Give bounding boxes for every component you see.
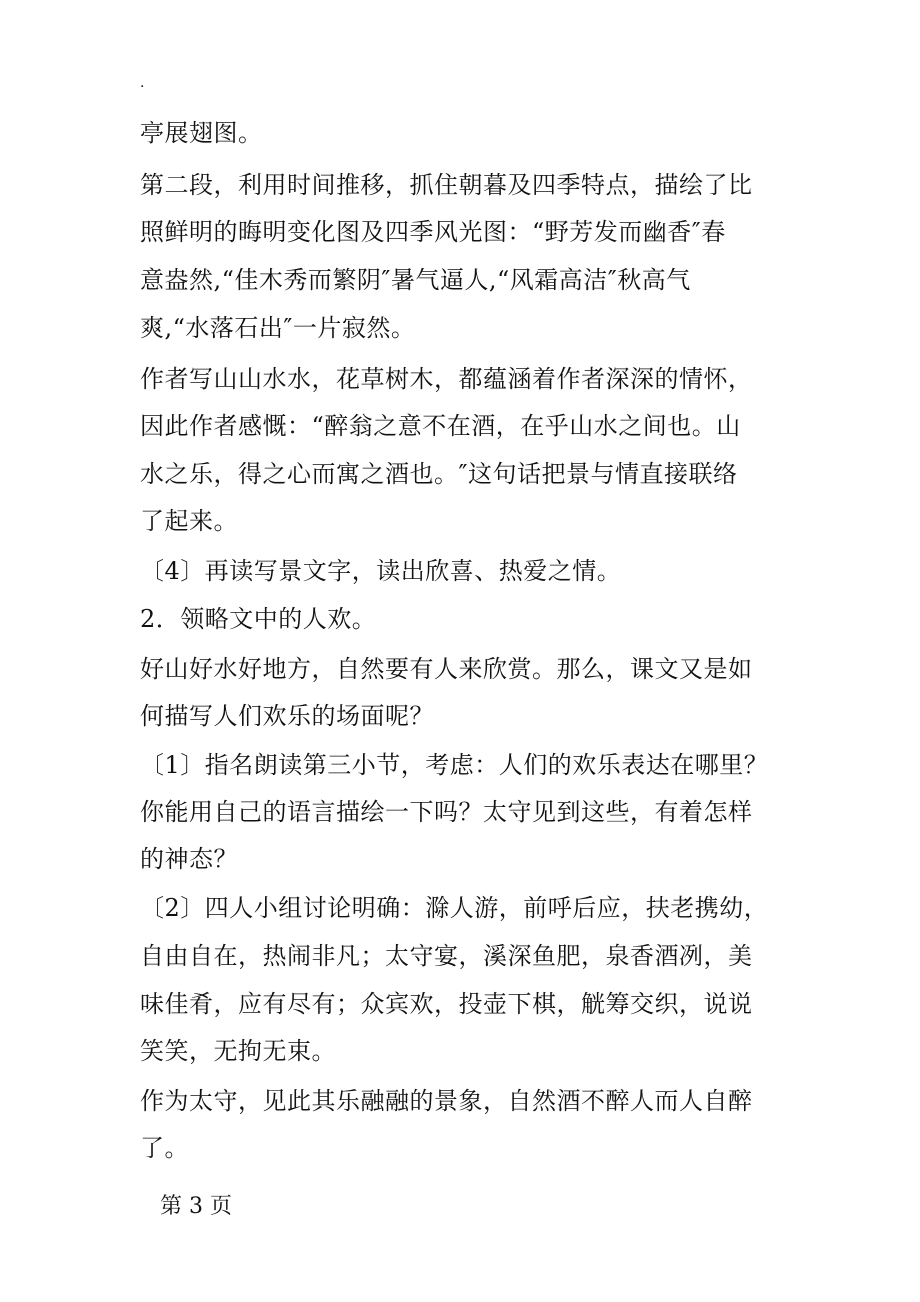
text-line: 了起来。 (140, 507, 238, 535)
text-line: 〔4〕再读写景文字，读出欣喜、热爱之情。 (140, 557, 622, 585)
text-line: 〔2〕四人小组讨论明确：滁人游，前呼后应，扶老携幼， (140, 894, 769, 922)
text-line: 因此作者感慨：“醉翁之意不在酒，在乎山水之间也。山 (140, 412, 741, 440)
text-line: 作者写山山水水，花草树木，都蕴涵着作者深深的情怀， (140, 365, 753, 393)
text-line: 爽,“水落石出″一片寂然。 (140, 314, 416, 342)
text-line: 作为太守，见此其乐融融的景象，自然酒不醉人而人自醉 (140, 1087, 753, 1115)
text-line: 2．领略文中的人欢。 (140, 605, 377, 633)
text-line: 好山好水好地方，自然要有人来欣赏。那么，课文又是如 (140, 655, 753, 683)
text-line: 你能用自己的语言描绘一下吗？太守见到这些，有着怎样 (140, 798, 753, 826)
page-number: 第 3 页 (160, 1194, 232, 1219)
text-line: 笑笑，无拘无束。 (140, 1037, 336, 1065)
text-line: 第二段，利用时间推移，抓住朝暮及四季特点，描绘了比 (140, 171, 753, 199)
text-line: 自由自在，热闹非凡；太守宴，溪深鱼肥，泉香酒冽，美 (140, 942, 753, 970)
text-line: 的神态？ (140, 845, 238, 873)
text-line: 了。 (140, 1134, 189, 1162)
text-line: 水之乐，得之心而寓之酒也。″这句话把景与情直接联络 (140, 460, 738, 488)
header-mark: . (140, 75, 145, 91)
text-line: 〔1〕指名朗读第三小节，考虑：人们的欢乐表达在哪里？ (140, 751, 769, 779)
text-line: 意盎然,“佳木秀而繁阴″暑气逼人,“风霜高洁″秋高气 (140, 266, 691, 294)
text-line: 何描写人们欢乐的场面呢？ (140, 702, 434, 730)
text-line: 味佳肴，应有尽有；众宾欢，投壶下棋，觥筹交织，说说 (140, 990, 753, 1018)
text-line: 亭展翅图。 (140, 119, 263, 147)
text-line: 照鲜明的晦明变化图及四季风光图：“野芳发而幽香″春 (140, 218, 726, 246)
